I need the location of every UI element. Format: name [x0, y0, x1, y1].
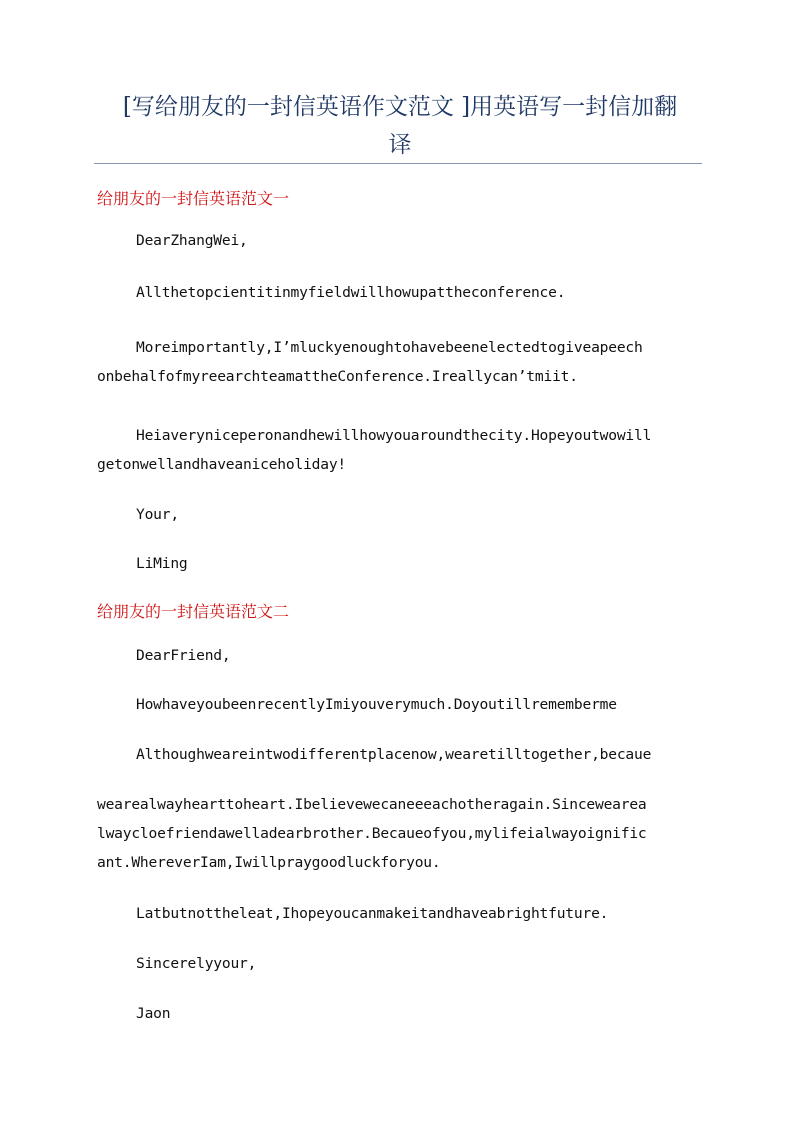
letter2-signature: Jaon: [136, 1005, 171, 1022]
letter1-paragraph-2-line-1: Moreimportantly,I’mluckyenoughtohavebeenelectedtogiveapeech: [136, 339, 643, 356]
letter2-paragraph-2-line-3: lwaycloefriendawelladearbrother.Becaueofyou,mylifeialwayoignific: [97, 825, 647, 842]
letter1-paragraph-1: Allthetopcientitinmyfieldwillhowupattheconference.: [136, 284, 566, 301]
letter2-closing: Sincerelyyour,: [136, 955, 257, 972]
title-line-1: [写给朋友的一封信英语作文范文 ]用英语写一封信加翻: [122, 94, 678, 120]
letter1-paragraph-3-line-1: Heiaveryniceperonandhewillhowyouaroundthecity.Hopeyoutwowill: [136, 427, 652, 444]
title-line-2: 译: [388, 132, 412, 158]
letter2-paragraph-2-line-4: ant.WhereverIam,Iwillpraygoodluckforyou.: [97, 854, 441, 871]
letter2-paragraph-2-line-1: Althoughweareintwodifferentplacenow,wearetilltogether,becaue: [136, 746, 652, 763]
letter1-paragraph-3: [97, 421, 651, 479]
letter2-heading: 给朋友的一封信英语范文二: [97, 602, 290, 621]
letter2-paragraph-3: Latbutnottheleat,Ihopeyoucanmakeitandhaveabrightfuture.: [136, 905, 609, 922]
letter2-paragraph-2-continued: [97, 790, 647, 877]
letter2-salutation: DearFriend,: [136, 647, 231, 664]
letter1-paragraph-2: [97, 333, 643, 391]
letter1-paragraph-2-line-2: onbehalfofmyreearchteamattheConference.Ireallycan’tmiit.: [97, 368, 578, 385]
letter1-salutation: DearZhangWei,: [136, 232, 248, 249]
title-divider: [94, 163, 702, 164]
letter2-paragraph-2-line-2: wearealwayhearttoheart.Ibelievewecaneeeachotheragain.Sincewearea: [97, 796, 647, 813]
page-title: [96, 88, 704, 164]
letter2-paragraph-1: HowhaveyoubeenrecentlyImiyouverymuch.Doyoutillrememberme: [136, 696, 617, 713]
letter1-signature: LiMing: [136, 555, 188, 572]
letter1-heading: 给朋友的一封信英语范文一: [97, 189, 290, 208]
letter1-closing: Your,: [136, 506, 179, 523]
letter1-paragraph-3-line-2: getonwellandhaveaniceholiday!: [97, 456, 346, 473]
